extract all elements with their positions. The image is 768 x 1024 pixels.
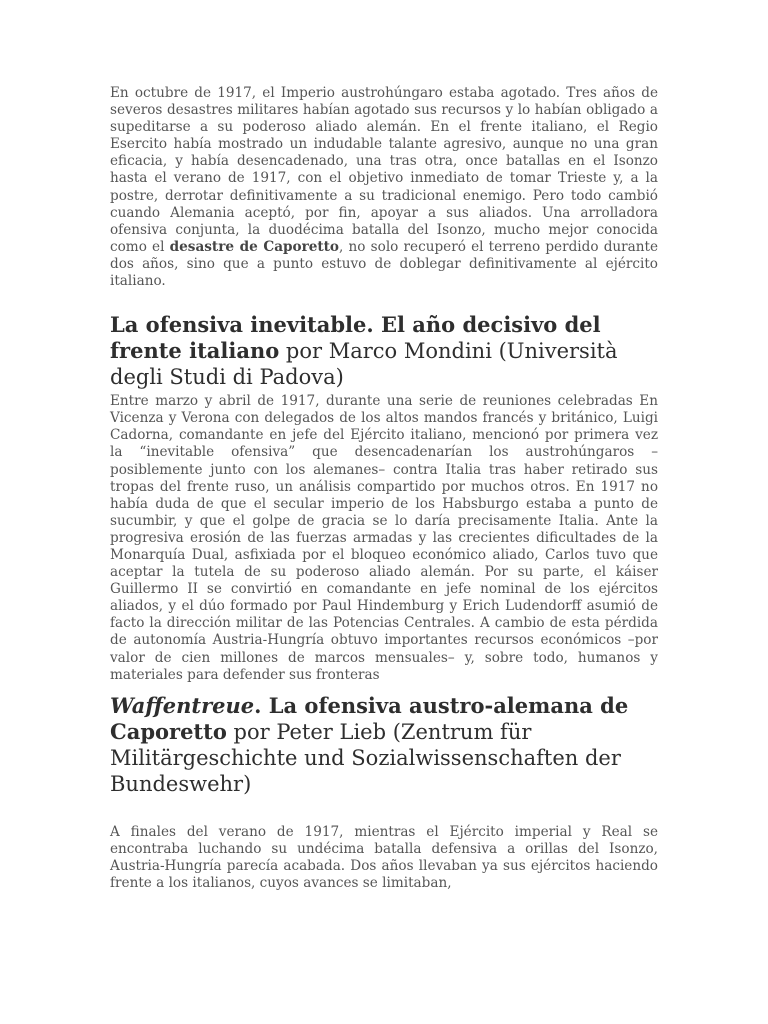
section2-heading xyxy=(110,693,658,797)
section1-heading xyxy=(110,312,658,390)
section2-author: por Peter Lieb (Zentrum für Militärgeschichte und Sozialwissenschaften der Bundeswehr) xyxy=(110,719,621,796)
section1-paragraph: Entre marzo y abril de 1917, durante una serie de reuniones celebradas En Vicenza y Verona con delegados de los altos mandos francés y británico, Luigi Cadorna, comandante en jefe del Ejército italiano, mencionó por primera vez la “inevitable ofensiva” que desencadenarían los austrohúngaros –posiblemente junto con los alemanes– contra Italia tras haber retirado sus tropas del frente ruso, un análisis compartido por muchos otros. En 1917 no había duda de que el secular imperio de los Habsburgo estaba a punto de sucumbir, y que el golpe de gracia se lo daría precisamente Italia. Ante la progresiva erosión de las fuerzas armadas y las crecientes dificultades de la Monarquía Dual, asfixiada por el bloqueo económico aliado, Carlos tuvo que aceptar la tutela de su poderoso aliado alemán. Por su parte, el káiser Guillermo II se convirtió en comandante en jefe nominal de los ejércitos aliados, y el dúo formado por Paul Hindemburg y Erich Ludendorff asumió de facto la dirección militar de las Potencias Centrales. A cambio de esta pérdida de autonomía Austria-Hungría obtuvo importantes recursos económicos –por valor de cien millones de marcos mensuales– y, sobre todo, humanos y materiales para defender sus fronteras xyxy=(110,393,658,683)
section1-title: La ofensiva inevitable. El año decisivo del frente italiano xyxy=(110,312,601,364)
section2-title: . La ofensiva austro-alemana de Caporetto xyxy=(110,692,629,744)
section2-title-italic: Waffentreue xyxy=(110,692,255,718)
intro-paragraph xyxy=(110,85,658,290)
intro-text-start: En octubre de 1917, el Imperio austrohúngaro estaba agotado. Tres años de severos desastres militares habían agotado sus recursos y lo habían obligado a supeditarse a su poderoso aliado alemán. En el frente italiano, el Regio Esercito había mostrado un indudable talante agresivo, aunque no una gran eficacia, y había desencadenado, una tras otra, once batallas en el Isonzo hasta el verano de 1917, con el objetivo inmediato de tomar Trieste y, a la postre, derrotar definitivamente a su tradicional enemigo. Pero todo cambió cuando Alemania aceptó, por fin, apoyar a sus aliados. Una arrolladora ofensiva conjunta, la duodécima batalla del Isonzo, mucho mejor conocida como el xyxy=(110,85,658,255)
intro-text-end: , no solo recuperó el terreno perdido durante dos años, sino que a punto estuvo de doblegar definitivamente al ejército italiano. xyxy=(110,238,659,290)
section1-author: por Marco Mondini (Università degli Studi di Padova) xyxy=(110,339,618,390)
section2-paragraph: A finales del verano de 1917, mientras el Ejército imperial y Real se encontraba luchando su undécima batalla defensiva a orillas del Isonzo, Austria-Hungría parecía acabada. Dos años llevaban ya sus ejércitos haciendo frente a los italianos, cuyos avances se limitaban, xyxy=(110,823,658,891)
document-page xyxy=(110,85,658,892)
caporetto-emphasis: desastre de Caporetto xyxy=(169,238,340,255)
